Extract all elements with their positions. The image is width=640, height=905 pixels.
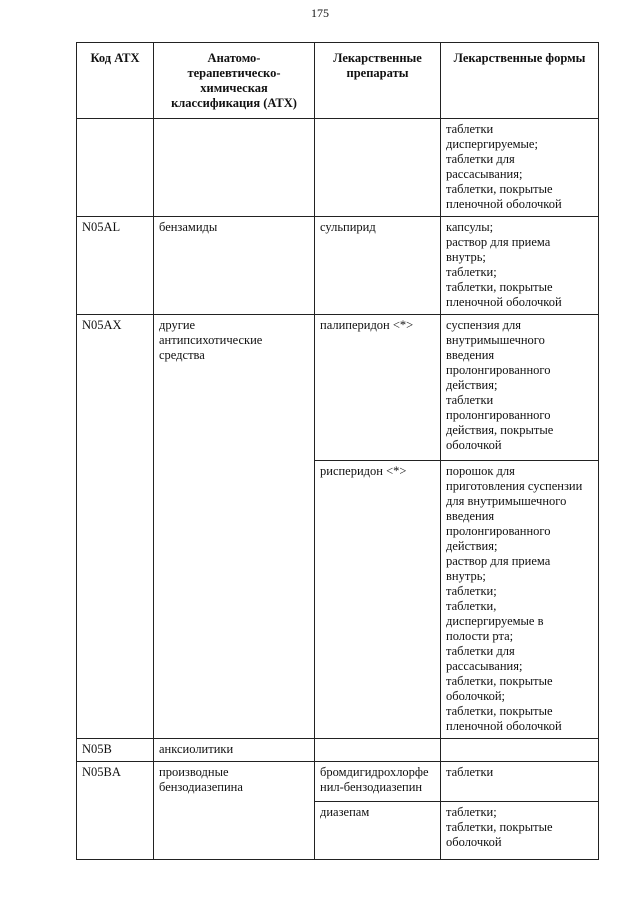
cell-forms: таблетки диспергируемые; таблетки для рассасывания; таблетки, покрытые пленочной оболочкой: [441, 119, 599, 217]
table-row: [77, 315, 599, 461]
cell-forms: суспензия для внутримышечного введения пролонгированного действия; таблетки пролонгированного действия, покрытые оболочкой: [441, 315, 599, 461]
atx-table: [76, 42, 599, 860]
cell-code: N05AX: [77, 315, 154, 739]
cell-classification: производные бензодиазепина: [154, 762, 315, 860]
cell-forms: [441, 739, 599, 762]
cell-code: [77, 119, 154, 217]
cell-code: N05AL: [77, 217, 154, 315]
cell-forms: таблетки; таблетки, покрытые оболочкой: [441, 802, 599, 860]
cell-classification: [154, 119, 315, 217]
cell-code: N05B: [77, 739, 154, 762]
header-classification: Анатомо- терапевтическо- химическая классификация (АТХ): [154, 43, 315, 119]
cell-classification: анксиолитики: [154, 739, 315, 762]
header-drugs: Лекарственные препараты: [315, 43, 441, 119]
page-number: 175: [311, 6, 329, 20]
cell-drug: сульпирид: [315, 217, 441, 315]
table-row: [77, 762, 599, 802]
cell-classification: другие антипсихотические средства: [154, 315, 315, 739]
cell-forms: капсулы; раствор для приема внутрь; таблетки; таблетки, покрытые пленочной оболочкой: [441, 217, 599, 315]
cell-drug: [315, 119, 441, 217]
cell-drug: бромдигидрохлорфе нил-бензодиазепин: [315, 762, 441, 802]
header-code: Код АТХ: [77, 43, 154, 119]
cell-drug: рисперидон <*>: [315, 461, 441, 739]
cell-drug: диазепам: [315, 802, 441, 860]
cell-classification: бензамиды: [154, 217, 315, 315]
header-forms: Лекарственные формы: [441, 43, 599, 119]
cell-forms: таблетки: [441, 762, 599, 802]
table-row: [77, 217, 599, 315]
table-row: [77, 119, 599, 217]
cell-drug: палиперидон <*>: [315, 315, 441, 461]
table-row: [77, 739, 599, 762]
cell-drug: [315, 739, 441, 762]
cell-code: N05BA: [77, 762, 154, 860]
table-header-row: [77, 43, 599, 119]
cell-forms: порошок для приготовления суспензии для внутримышечного введения пролонгированного действия; раствор для приема внутрь; таблетки; таблетки, диспергируемые в полости рта; таблетки для рассасывания; таблетки, покрытые оболочкой; таблетки, покрытые пленочной оболочкой: [441, 461, 599, 739]
